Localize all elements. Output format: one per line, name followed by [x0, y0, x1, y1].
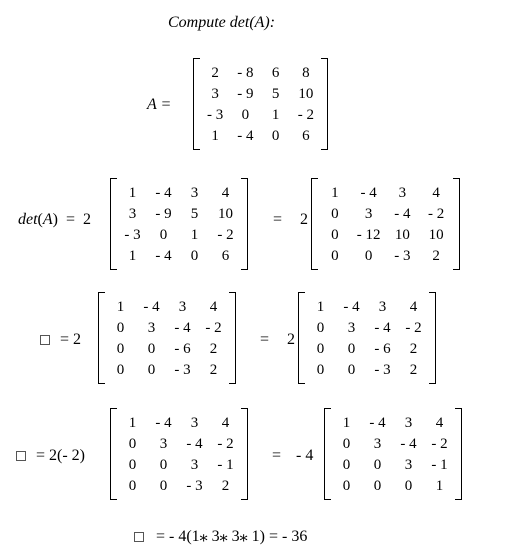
matrix-cell: 0 [159, 226, 168, 243]
matrix-cell: - 9 [237, 85, 254, 102]
matrix-cell: - 4 [174, 319, 191, 336]
matrix-cell: 3 [128, 205, 137, 222]
step2-right-matrix [298, 292, 436, 384]
matrix-cell: - 4 [186, 435, 203, 452]
placeholder-box-icon [134, 532, 144, 542]
matrix-cell: 10 [428, 226, 444, 243]
step1-coef: 2 [300, 211, 308, 228]
matrix-cell: 1 [128, 247, 137, 264]
matrix-cell: - 4 [143, 298, 160, 315]
matrix-cell: - 4 [360, 184, 377, 201]
step3-lhs: = 2(- 2) [36, 447, 86, 464]
matrix-cell: 3 [190, 456, 199, 473]
step3-lhs-row [16, 447, 85, 465]
matrix-cell: 0 [271, 127, 280, 144]
matrix-cell: 4 [409, 298, 418, 315]
matrix-cell: 3 [347, 319, 356, 336]
matrix-cell: - 6 [374, 340, 391, 357]
matrix-cell: 1 [331, 184, 339, 201]
matrix-cell: - 9 [155, 205, 172, 222]
matrix-cell: 0 [316, 319, 325, 336]
matrix-cell: 0 [241, 106, 250, 123]
matrix-cell: 1 [211, 127, 219, 144]
matrix-cell: - 4 [237, 127, 254, 144]
matrix-cell: 2 [209, 361, 218, 378]
matrix-cell: 3 [378, 298, 387, 315]
matrix-cell: 3 [404, 414, 413, 431]
matrix-cell: 10 [394, 226, 410, 243]
matrix-cell: 0 [373, 477, 382, 494]
matrix-cell: 0 [342, 477, 351, 494]
matrix-cell: 3 [211, 85, 219, 102]
matrix-A [193, 58, 328, 150]
matrix-cell: 5 [271, 85, 280, 102]
matrix-cell: 10 [218, 205, 233, 222]
matrix-cell: - 3 [374, 361, 391, 378]
matrix-cell: 1 [128, 184, 137, 201]
step3-left-matrix [110, 408, 248, 500]
matrix-cell: 1 [435, 477, 444, 494]
matrix-cell: - 2 [431, 435, 448, 452]
matrix-cell: 0 [147, 361, 156, 378]
matrix-cell: 0 [159, 477, 168, 494]
matrix-cell: 3 [178, 298, 187, 315]
matrix-cell: - 2 [217, 226, 234, 243]
matrix-cell: 0 [331, 247, 339, 264]
step3-coef: - 4 [296, 447, 314, 464]
matrix-cell: 0 [116, 319, 125, 336]
matrix-cell: 6 [221, 247, 230, 264]
matrix-cell: 0 [190, 247, 199, 264]
matrix-cell: 6 [271, 64, 280, 81]
matrix-cell: - 2 [205, 319, 222, 336]
matrix-cell: 0 [342, 435, 351, 452]
matrix-cell: 0 [347, 361, 356, 378]
step1-left-matrix [110, 178, 248, 270]
step2-lhs: = 2 [60, 331, 82, 348]
matrix-cell: 0 [331, 205, 339, 222]
final-row [134, 526, 307, 546]
matrix-cell: 3 [159, 435, 168, 452]
matrix-cell: 0 [404, 477, 413, 494]
matrix-cell: 3 [373, 435, 382, 452]
matrix-cell: 2 [221, 477, 230, 494]
matrix-cell: 3 [364, 205, 373, 222]
matrix-cell: - 4 [394, 205, 411, 222]
final-result: = - 4(1⁎ 3⁎ 3⁎ 1) = - 36 [156, 528, 308, 545]
step2-coef: 2 [287, 331, 295, 348]
matrix-cell: 4 [209, 298, 218, 315]
matrix-cell: 6 [302, 127, 310, 144]
title: Compute det(A): [168, 14, 276, 31]
matrix-cell: 0 [116, 361, 125, 378]
matrix-cell: - 4 [155, 414, 172, 431]
matrix-cell: 4 [221, 414, 230, 431]
step1-lhs: det(A) = 2 [18, 211, 92, 228]
matrix-cell: 0 [347, 340, 356, 357]
matrix-cell: - 2 [428, 205, 445, 222]
matrix-cell: 4 [435, 414, 444, 431]
matrix-cell: - 6 [174, 340, 191, 357]
step1-right-matrix [311, 178, 460, 270]
matrix-cell: 2 [209, 340, 218, 357]
matrix-cell: 1 [271, 106, 280, 123]
matrix-cell: - 4 [400, 435, 417, 452]
matrix-cell: 3 [404, 456, 413, 473]
matrix-cell: 0 [331, 226, 339, 243]
matrix-cell: 2 [409, 340, 418, 357]
matrix-cell: 0 [316, 361, 325, 378]
step1-eq: = [273, 211, 283, 228]
step3-eq: = [272, 447, 282, 464]
matrix-cell: 1 [116, 298, 125, 315]
step3-right-matrix [324, 408, 462, 500]
matrix-cell: 0 [147, 340, 156, 357]
matrix-cell: 8 [302, 64, 310, 81]
matrix-cell: 4 [432, 184, 440, 201]
matrix-cell: - 8 [237, 64, 254, 81]
step2-eq: = [260, 331, 270, 348]
matrix-cell: - 4 [155, 184, 172, 201]
matrix-cell: - 12 [356, 226, 381, 243]
matrix-cell: 0 [316, 340, 325, 357]
matrix-cell: 5 [190, 205, 199, 222]
step0-lhs: A = [147, 96, 172, 113]
matrix-cell: 3 [190, 414, 199, 431]
matrix-cell: - 2 [217, 435, 234, 452]
matrix-cell: 0 [128, 456, 137, 473]
matrix-cell: 1 [316, 298, 325, 315]
matrix-cell: - 3 [207, 106, 224, 123]
matrix-cell: 0 [116, 340, 125, 357]
matrix-cell: 2 [409, 361, 418, 378]
matrix-cell: - 3 [394, 247, 411, 264]
matrix-cell: - 4 [343, 298, 360, 315]
matrix-cell: 0 [364, 247, 373, 264]
step2-lhs-row [40, 331, 81, 349]
placeholder-box-icon [40, 335, 50, 345]
matrix-cell: - 2 [297, 106, 314, 123]
matrix-cell: 2 [432, 247, 440, 264]
matrix-cell: 2 [211, 64, 219, 81]
matrix-cell: 4 [221, 184, 230, 201]
matrix-cell: - 1 [431, 456, 448, 473]
matrix-cell: - 1 [217, 456, 234, 473]
matrix-cell: 1 [342, 414, 351, 431]
matrix-cell: - 4 [374, 319, 391, 336]
matrix-cell: 1 [190, 226, 199, 243]
matrix-cell: - 2 [405, 319, 422, 336]
matrix-cell: - 4 [369, 414, 386, 431]
matrix-cell: 3 [147, 319, 156, 336]
matrix-cell: 0 [128, 477, 137, 494]
matrix-cell: 0 [159, 456, 168, 473]
step2-left-matrix [98, 292, 236, 384]
placeholder-box-icon [16, 451, 26, 461]
matrix-cell: - 3 [186, 477, 203, 494]
matrix-cell: 0 [342, 456, 351, 473]
matrix-cell: 3 [398, 184, 407, 201]
matrix-cell: - 3 [124, 226, 141, 243]
matrix-cell: 10 [298, 85, 314, 102]
matrix-cell: 3 [190, 184, 199, 201]
matrix-cell: - 3 [174, 361, 191, 378]
matrix-cell: - 4 [155, 247, 172, 264]
matrix-cell: 1 [128, 414, 137, 431]
matrix-cell: 0 [373, 456, 382, 473]
matrix-cell: 0 [128, 435, 137, 452]
